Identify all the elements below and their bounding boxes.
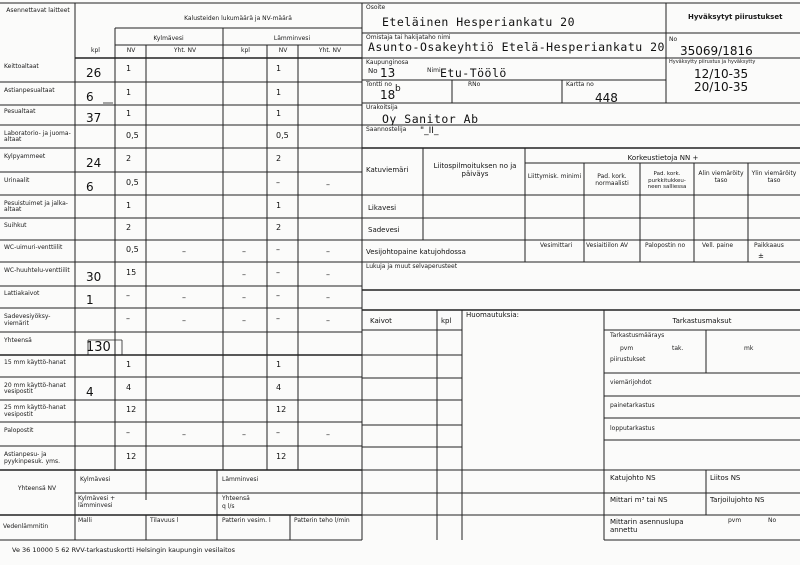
hot-nv-value: – — [276, 268, 280, 277]
hot-count-dash: – — [242, 430, 246, 439]
fixture-label: Laboratorio- ja juoma-altaat — [4, 129, 71, 143]
hot-nv-value: 1 — [276, 87, 282, 97]
hot-nv-value: 1 — [276, 64, 282, 73]
cold-nv-value: 15 — [126, 268, 137, 277]
hot-total-dash: – — [326, 179, 330, 189]
header-installed-fixtures: Asennettavat laitteet — [6, 7, 70, 14]
fixture-label: Yhteensä — [4, 336, 32, 344]
pipe-pressure-label: Vesijohtopaine katujohdossa — [366, 248, 466, 256]
pad-height2-label: Pad. kork. purkkitukkeu- neen salliessa — [647, 171, 687, 190]
q-label: q l/s — [222, 503, 235, 510]
elevation-label: Paikkaaus — [754, 242, 784, 249]
footer-text: Ve 36 10000 5 62 RVV-tarkastuskortti Helsingin kaupungin vesilaitos — [12, 546, 235, 554]
hot-nv-value: – — [276, 291, 280, 300]
meter-label: Mittari m³ tai NS — [610, 496, 668, 504]
fixture-count: 130 — [86, 339, 111, 355]
fixture-count: 30 — [86, 270, 102, 284]
pvm-label: pvm — [620, 345, 634, 352]
fixture-count: 6 — [86, 89, 94, 104]
hot-total-dash: – — [326, 430, 330, 439]
fixture-count: 37 — [86, 111, 102, 125]
tak-label: tak. — [672, 345, 684, 352]
connection-notice-label: Liitospilmoituksen no ja päiväys — [433, 162, 517, 178]
wells-kpl-label: kpl — [441, 317, 452, 325]
hot-nv-value: 1 — [276, 200, 282, 210]
fixture-label: WC-huuhtelu-venttiilit — [4, 267, 70, 274]
header-cold-water: Kylmävesi — [153, 35, 184, 42]
cold-nv-value: – — [126, 291, 130, 300]
fixture-count: 26 — [86, 66, 102, 80]
district-label: Kaupunginosa — [366, 59, 409, 66]
valve-label: Vesiaitiilon AV — [586, 242, 629, 249]
lowest-level-label: Alin viemäröity taso — [698, 170, 744, 184]
hydrant-no-label: Palopostin no — [645, 242, 686, 249]
hot-nv-value: 12 — [276, 405, 287, 414]
fixture-label: Sadevesiyöksy-viemärit — [4, 313, 51, 327]
hot-nv-value: – — [276, 245, 280, 254]
cold-nv-value: 2 — [126, 154, 132, 163]
join-min-label: Liittymisk. minimi — [527, 173, 582, 180]
hot-nv-value: 0,5 — [276, 130, 289, 140]
header-hot-water: Lämminvesi — [273, 35, 311, 42]
district-name-value: Etu-Töölö — [440, 66, 507, 80]
supply-line-label: Tarjoilujohto NS — [710, 496, 765, 504]
fixture-label: Urinaalit — [4, 176, 30, 184]
fixture-label: Keittoaltaat — [4, 63, 39, 70]
fixture-label: Kylpyammeet — [4, 153, 46, 160]
coil-volume-label: Patterin vesim. l — [222, 517, 271, 524]
cold-nv-value: 0,5 — [126, 177, 139, 187]
drawing-no-value: 35069/1816 — [680, 44, 753, 58]
map-value: 448 — [595, 91, 618, 105]
stormwater-label: Sadevesi — [368, 226, 400, 234]
hot-nv-value: 12 — [276, 452, 287, 461]
cold-total-dash: – — [182, 247, 186, 256]
col-yht-nv: Yht. NV — [173, 47, 197, 54]
water-meter-label: Vesimittari — [540, 242, 573, 249]
approved-dates-label: Hyväksytty piirustus ja hyväksytty — [669, 59, 756, 65]
plot-sup: b — [395, 84, 401, 94]
meter-permit-label: Mittarin asennuslupa annettu — [610, 518, 684, 534]
cold-nv-value: 0,5 — [126, 130, 139, 140]
total2-label: Yhteensä — [222, 495, 250, 502]
cold-nv-value: 1 — [126, 64, 132, 73]
pressure-label: Vell. paine — [702, 242, 734, 249]
hot-nv-value: – — [276, 314, 280, 323]
fixture-label: 25 mm käyttö-hanat vesipostit — [4, 404, 66, 418]
cold-nv-value: 1 — [126, 360, 132, 369]
header-fixture-count: Kalusteiden lukumäärä ja NV-määrä — [184, 15, 292, 22]
approval-date-2: 20/10-35 — [694, 80, 749, 94]
pvm2-label: pvm — [728, 517, 742, 524]
fixture-label: Suihkut — [4, 222, 27, 229]
address-label: Osoite — [366, 4, 386, 11]
owner-label: Omistaja tai hakijataho nimi — [366, 34, 451, 41]
highest-level-label: Ylin viemäröity taso — [751, 170, 797, 184]
contractor-value: Oy Sanitor Ab — [382, 112, 479, 126]
cold-nv-value: 1 — [126, 109, 132, 118]
regulator-value: "_II_ — [420, 126, 439, 136]
hot-nv-value: – — [276, 428, 280, 437]
drawings-label: piirustukset — [610, 356, 646, 363]
cold-plus-hot-label: Kylmävesi + lämminvesi — [78, 495, 116, 509]
no2-label: No — [768, 517, 777, 524]
wells-label: Kaivot — [370, 317, 392, 325]
cold-total-dash: – — [182, 316, 186, 325]
approved-drawings-label: Hyväksytyt piirustukset — [688, 13, 783, 21]
elevation-value: ± — [758, 252, 764, 260]
final-inspection-label: lopputarkastus — [610, 425, 655, 432]
hot-nv-value: 1 — [276, 109, 282, 118]
col-yht-nv-hot: Yht. NV — [318, 47, 342, 54]
hot-total-label: Lämminvesi — [222, 476, 259, 483]
fixture-label: Astianpesualtaat — [4, 86, 55, 94]
wastewater-label: Likavesi — [368, 204, 397, 212]
remarks-label: Huomautuksia: — [466, 311, 520, 319]
regulator-label: Saannostelija — [366, 126, 407, 133]
hot-count-dash: – — [242, 247, 246, 256]
address-value: Eteläinen Hesperiankatu 20 — [382, 15, 576, 29]
district-value: 13 — [380, 66, 396, 80]
fixture-label: 20 mm käyttö-hanat vesipostit — [4, 381, 66, 395]
contractor-label: Urakoitsija — [366, 104, 398, 111]
fixture-label: Palopostit — [4, 427, 34, 434]
cold-nv-value: 2 — [126, 223, 132, 232]
hot-nv-value: – — [276, 177, 280, 187]
approval-date-1: 12/10-35 — [694, 67, 749, 81]
fixture-count: 4 — [86, 384, 94, 399]
pressure-test-label: painetarkastus — [610, 402, 655, 409]
fixture-label: Pesualtaat — [4, 108, 36, 115]
connection-ns-label: Liitos NS — [710, 474, 741, 482]
hot-nv-value: 1 — [276, 360, 282, 369]
cold-nv-value: 1 — [126, 87, 132, 97]
fixture-label: WC-uimuri-venttiilit — [4, 244, 63, 251]
volume-label: Tilavuus l — [150, 517, 179, 524]
col-nv: NV — [126, 47, 136, 54]
district-name-label: Nimi — [427, 67, 441, 74]
cold-nv-value: 12 — [126, 452, 137, 461]
plot-label: Tontti no — [366, 81, 392, 88]
fixture-label: Pesuistuimet ja jalka-altaat — [4, 199, 68, 213]
hot-total-dash: – — [326, 247, 330, 256]
fixture-count: 6 — [86, 179, 94, 194]
heights-label: Korkeustietoja NN + — [627, 154, 699, 162]
owner-value: Asunto-Osakeyhtiö Etelä-Hesperiankatu 20 — [368, 40, 665, 54]
fixture-label: Lattiakaivot — [4, 290, 40, 297]
map-label: Kartta no — [566, 81, 594, 88]
plot-value: 18 — [380, 88, 396, 102]
cold-nv-value: 0,5 — [126, 245, 139, 254]
water-heater-label: Vedenlämmitin — [3, 523, 49, 530]
fixture-count: 24 — [86, 156, 102, 170]
rno-label: RNo — [468, 81, 481, 88]
col-kpl-hot: kpl — [241, 47, 250, 54]
coil-power-label: Patterin teho l/min — [294, 517, 350, 524]
cold-nv-value: 1 — [126, 200, 132, 210]
street-sewer-label: Katuviemäri — [366, 166, 409, 174]
hot-count-dash: – — [242, 270, 246, 279]
hot-count-dash: – — [242, 316, 246, 325]
col-nv-hot: NV — [278, 47, 288, 54]
hot-nv-value: 2 — [276, 223, 282, 232]
cold-nv-value: – — [126, 314, 130, 323]
fixture-count: 1 — [86, 293, 94, 307]
district-no-label: No — [368, 67, 378, 75]
total-nv-label: Yhteensä NV — [17, 485, 57, 492]
hot-nv-value: 4 — [276, 382, 282, 392]
pad-height-label: Pad. kork. normaalisti — [595, 173, 629, 187]
inspection-fees-label: Tarkastusmaksut — [672, 317, 732, 325]
fixture-label: Astianpesu- ja pyykinpesuk. yms. — [4, 451, 61, 465]
fixture-label: 15 mm käyttö-hanat — [4, 359, 66, 366]
hot-total-dash: – — [326, 270, 330, 279]
hot-total-dash: – — [326, 316, 330, 325]
cold-nv-value: 12 — [126, 405, 137, 414]
cold-nv-value: 4 — [126, 382, 132, 392]
hot-nv-value: 2 — [276, 154, 282, 163]
model-label: Malli — [78, 517, 92, 524]
hot-count-dash: – — [242, 293, 246, 302]
col-kpl: kpl — [91, 47, 100, 54]
notes-top-label: Lukuja ja muut selvaperusteet — [366, 263, 458, 270]
cold-total-label: Kylmävesi — [80, 476, 111, 483]
cold-total-dash: – — [182, 430, 186, 439]
inspection-order-label: Tarkastusmäärays — [610, 332, 665, 339]
drawing-no-label: No — [669, 36, 678, 43]
mk-label: mk — [744, 345, 754, 352]
cold-nv-value: – — [126, 428, 130, 437]
cold-total-dash: – — [182, 293, 186, 302]
hot-total-dash: – — [326, 293, 330, 302]
sewer-lines-label: viemärijohdot — [610, 379, 652, 386]
street-line-label: Katujohto NS — [610, 474, 656, 482]
